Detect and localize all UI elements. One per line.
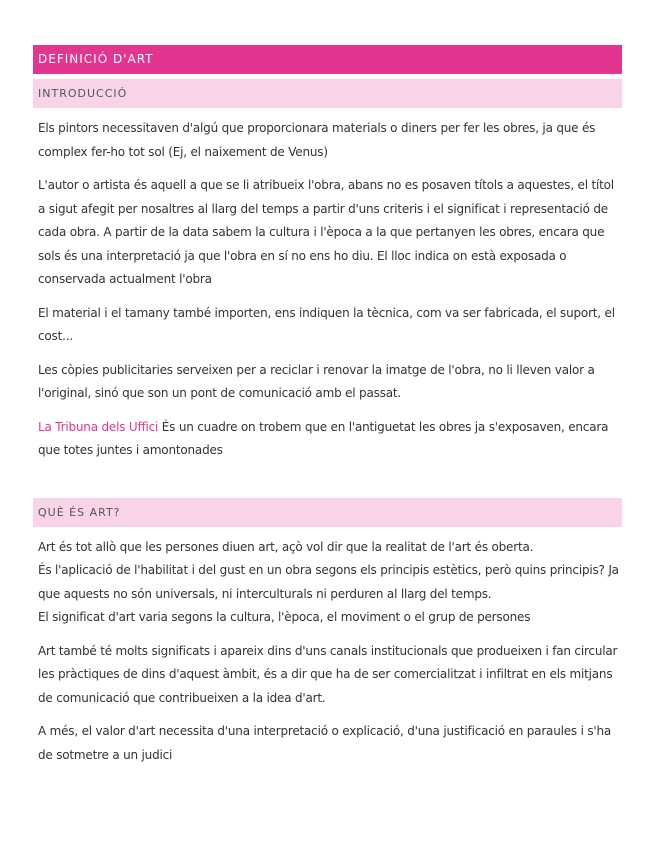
paragraph: Les còpies publicitaries serveixen per a reciclar i renovar la imatge de l'obra, no li lleven valor a l'original, sinó que son un pont de comunicació amb el passat. [38, 362, 595, 400]
page-title: DEFINICIÓ D'ART [33, 45, 622, 74]
paragraph: Art també té molts significats i apareix dins d'uns canals institucionals que produeixen i fan circular les pràctiques de dins d'aquest àmbit, és a dir que ha de ser comercialitzat i infiltrat en els mitjans de comunicació que contribueixen a la idea d'art. [38, 643, 618, 705]
tribuna-link[interactable]: La Tribuna dels Uffici [38, 419, 159, 434]
paragraph: A més, el valor d'art necessita d'una interpretació o explicació, d'una justificació en paraules i s'ha de sotmetre a un judici [38, 724, 612, 762]
paragraph: Els pintors necessitaven d'algú que proporcionara materials o diners per fer les obres, ja que és complex fer-ho tot sol (Ej, el naixement de Venus) [38, 121, 596, 159]
paragraph-text: És un cuadre on trobem que en l'antiguetat les obres ja s'exposaven, encara que totes juntes i amontonades [38, 419, 609, 457]
section-heading-que-es-art: QUÈ ÉS ART? [33, 498, 622, 527]
paragraph-line: Art és tot allò que les persones diuen art, açò vol dir que la realitat de l'art és oberta. [38, 539, 534, 554]
paragraph-with-link [33, 416, 622, 463]
paragraph: L'autor o artista és aquell a que se li atribueix l'obra, abans no es posaven títols a aquestes, el títol a sigut afegit per nosaltres al llarg del temps a partir d'uns criteris i el significat i representació de cada obra. A partir de la data sabem la cultura i l'època a la que pertanyen les obres, encara que sols és una interpretació ja que l'obra en sí no ens ho diu. El lloc indica on està exposada o conservada actualment l'obra [38, 178, 614, 286]
paragraph: El material i el tamany també importen, ens indiquen la tècnica, com va ser fabricada, el suport, el cost... [38, 305, 615, 343]
section-heading-introduccio: INTRODUCCIÓ [33, 79, 622, 108]
paragraph-line: El significat d'art varia segons la cultura, l'època, el moviment o el grup de persones [38, 610, 531, 624]
paragraph-lines [33, 536, 622, 630]
paragraph-line: És l'aplicació de l'habilitat i del gust en un obra segons els principis estètics, però quins principis? Ja que aquests no són universals, ni interculturals ni perduren al llarg del temps. [38, 563, 619, 601]
document-page [33, 45, 622, 767]
